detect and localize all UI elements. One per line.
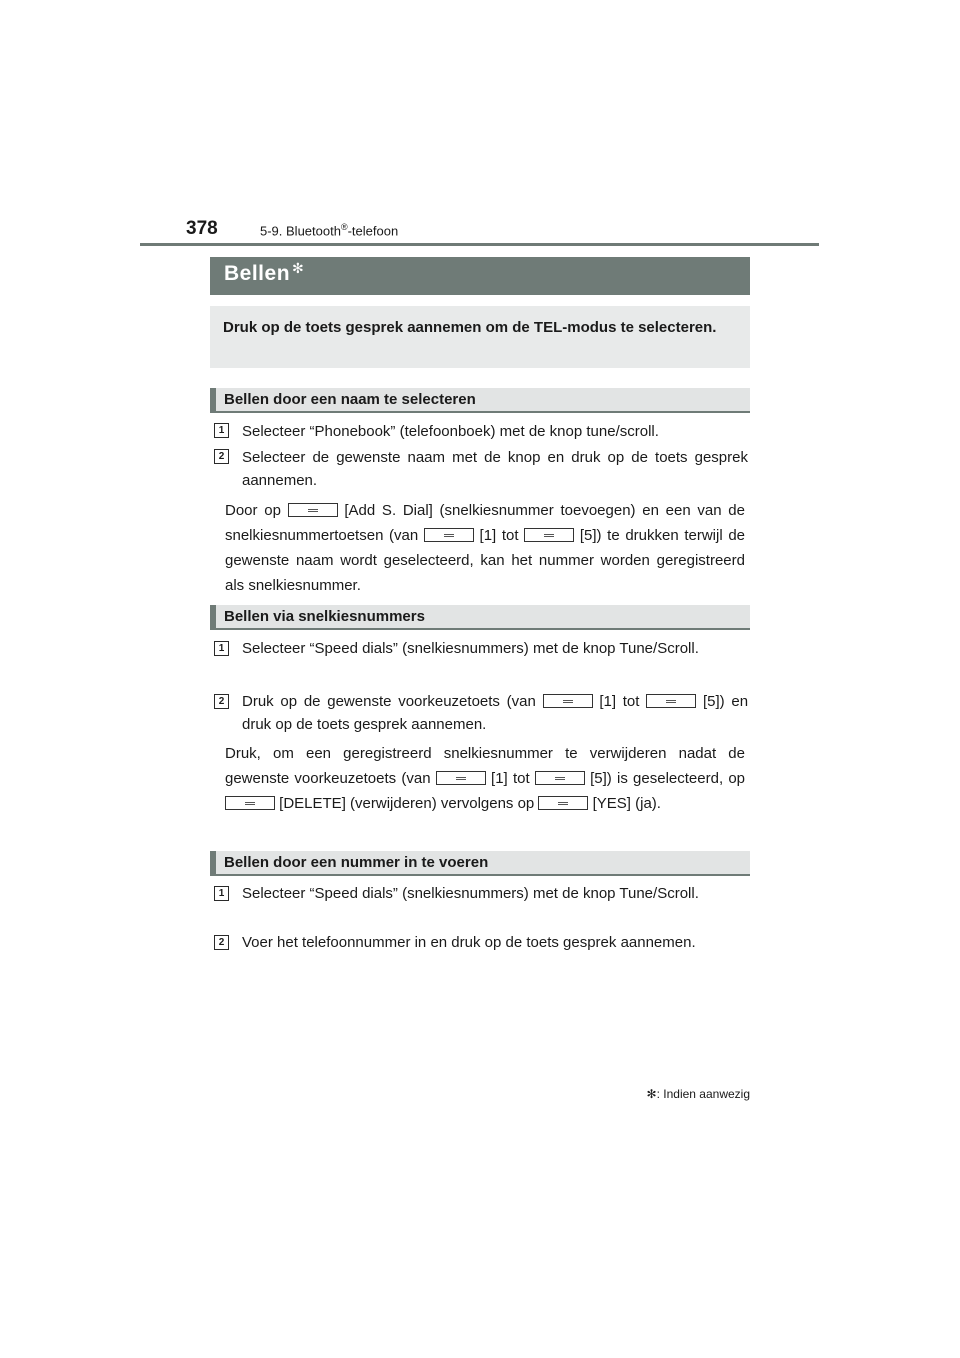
intro-box	[210, 306, 750, 368]
steering-switch-icon	[424, 528, 474, 542]
page-number: 378	[186, 218, 218, 239]
steering-switch-icon	[436, 771, 486, 785]
note-text: Druk, om een geregistreerd snelkiesnummer te verwijderen nadat de gewenste voorkeuzetoets (van	[225, 745, 745, 787]
steering-switch-icon	[538, 796, 588, 810]
section-accent-bar	[210, 851, 216, 874]
registered-mark: ®	[340, 222, 348, 232]
step-text: Selecteer “Phonebook” (telefoonboek) met de knop tune/scroll.	[242, 423, 659, 440]
step-text: Druk op de gewenste voorkeuzetoets (van	[242, 693, 536, 710]
step-text: Selecteer “Speed dials” (snelkiesnummers) met de knop Tune/Scroll.	[242, 885, 699, 902]
header-rule	[140, 243, 819, 246]
step-text: [5]) en druk op de toets gesprek aannemen.	[242, 693, 749, 733]
note-text: [Add S. Dial] (snelkiesnummer toevoegen) en een van de snelkiesnummertoetsen (van	[225, 502, 745, 544]
section-title: Bellen door een naam te selecteren	[224, 391, 476, 408]
steering-switch-icon	[646, 694, 696, 708]
section-title: Bellen door een nummer in te voeren	[224, 854, 489, 871]
step-text: [1] tot	[599, 693, 640, 710]
section-header-by-number	[210, 851, 750, 876]
optional-marker-icon: ✻	[292, 260, 304, 276]
note-paragraph	[225, 741, 745, 816]
steering-switch-icon	[524, 528, 574, 542]
page-title-bar	[210, 257, 750, 295]
footnote-text: : Indien aanwezig	[656, 1087, 750, 1101]
note-text: [DELETE] (verwijderen) vervolgens op	[279, 795, 535, 812]
section-header-by-name	[210, 388, 750, 413]
steering-switch-icon	[543, 694, 593, 708]
steering-switch-icon	[288, 503, 338, 517]
section-title: Bellen via snelkiesnummers	[224, 608, 425, 625]
section-accent-bar	[210, 605, 216, 628]
steering-switch-icon	[225, 796, 275, 810]
step-number: 2	[214, 935, 229, 950]
running-header	[260, 222, 398, 238]
step-number: 1	[214, 641, 229, 656]
page-title: Bellen	[224, 262, 291, 285]
step-text: Voer het telefoonnummer in en druk op de toets gesprek aannemen.	[242, 934, 696, 951]
note-text: [YES] (ja).	[592, 795, 661, 812]
section-accent-bar	[210, 388, 216, 411]
note-text: [1] tot	[479, 527, 519, 544]
step-number: 1	[214, 423, 229, 438]
section-header-speed-dials	[210, 605, 750, 630]
optional-marker-icon: ✻	[646, 1087, 657, 1101]
step-number: 2	[214, 694, 229, 709]
note-text: [5]) te drukken terwijl de gewenste naam wordt geselecteerd, kan het nummer worden geregistreerd als snelkiesnummer.	[225, 527, 746, 594]
step-text: Selecteer de gewenste naam met de knop en druk op de toets gesprek aannemen.	[242, 449, 748, 489]
note-paragraph	[225, 498, 745, 598]
footnote	[647, 1087, 750, 1101]
note-text: Door op	[225, 502, 281, 519]
running-header-section: 5-9. Bluetooth	[260, 223, 341, 239]
running-header-suffix: -telefoon	[347, 223, 399, 239]
steering-switch-icon	[535, 771, 585, 785]
note-text: [1] tot	[491, 770, 530, 787]
step-number: 1	[214, 886, 229, 901]
intro-text: Druk op de toets gesprek aannemen om de TEL-modus te selecteren.	[223, 319, 717, 336]
step-number: 2	[214, 449, 229, 464]
note-text: [5]) is geselecteerd, op	[590, 770, 746, 787]
step-paragraph	[242, 690, 748, 736]
step-text: Selecteer “Speed dials” (snelkiesnummers) met de knop Tune/Scroll.	[242, 640, 699, 657]
